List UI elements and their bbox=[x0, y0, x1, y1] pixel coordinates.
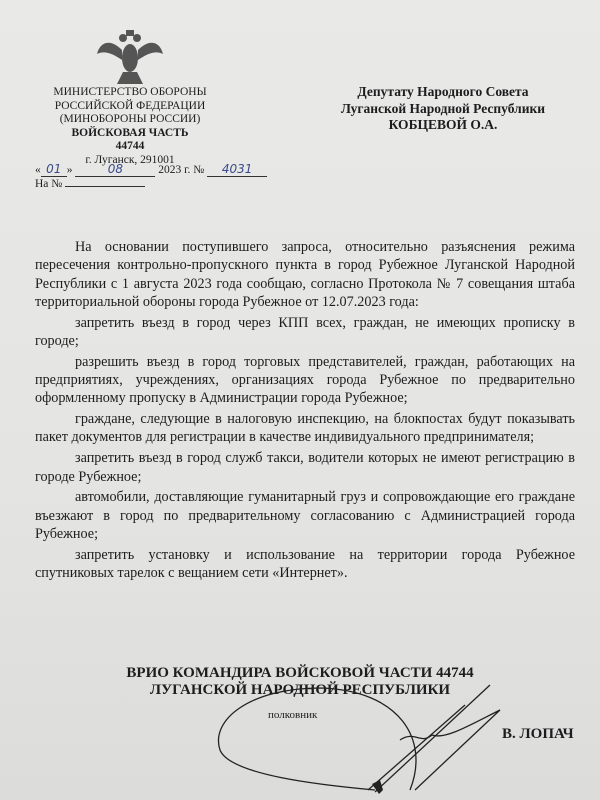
address: г. Луганск, 291001 bbox=[85, 153, 175, 166]
document-number: 4031 bbox=[207, 162, 267, 177]
signature-title-line: ВРИО КОМАНДИРА ВОЙСКОВОЙ ЧАСТИ 44744 bbox=[126, 665, 474, 681]
addressee-line: Депутату Народного Совета bbox=[357, 84, 529, 99]
body-paragraph: На основании поступившего запроса, относительно разъяснения режима пересечения контрольно-пропускного пункта в город Рубежное Луганской Народной Республики с 1 августа 2023 года сообщаю, согласно Протокола № 7 совещания штаба территориальной обороны города Рубежное от 12.07.2023 года: bbox=[35, 239, 575, 310]
ministry-line: (МИНОБОРОНЫ РОССИИ) bbox=[59, 113, 201, 125]
ministry-line: РОССИЙСКОЙ ФЕДЕРАЦИИ bbox=[54, 99, 206, 112]
addressee-name: КОБЦЕВОЙ О.А. bbox=[388, 117, 498, 132]
body-paragraph: граждане, следующие в налоговую инспекцию, на блокпостах будут показывать пакет документов для регистрации в качестве индивидуального предпринимателя; bbox=[35, 411, 575, 446]
double-headed-eagle-emblem-icon bbox=[95, 28, 165, 86]
reference-blank bbox=[65, 176, 145, 187]
addressee-header bbox=[318, 84, 568, 134]
reference-line bbox=[35, 176, 145, 190]
date-line: « 01 » 08 2023 г. № 4031 bbox=[35, 162, 267, 177]
handwritten-signature-icon bbox=[200, 680, 530, 800]
signer-rank: полковник bbox=[268, 709, 318, 721]
unit-title: ВОЙСКОВАЯ ЧАСТЬ bbox=[71, 126, 189, 139]
signer-name: В. ЛОПАЧ bbox=[502, 726, 574, 742]
date-year: 2023 г. № bbox=[158, 164, 205, 176]
addressee-line: Луганской Народной Республики bbox=[340, 100, 546, 116]
date-day: 01 bbox=[41, 162, 67, 177]
ministry-line: МИНИСТЕРСТВО ОБОРОНЫ bbox=[53, 86, 207, 98]
signature-title-line: ЛУГАНСКОЙ НАРОДНОЙ РЕСПУБЛИКИ bbox=[149, 682, 451, 698]
date-month: 08 bbox=[75, 162, 155, 177]
unit-number: 44744 bbox=[115, 140, 145, 152]
body-paragraph: запретить установку и использование на территории города Рубежное спутниковых тарелок с вещанием сети «Интернет». bbox=[35, 546, 575, 582]
body-paragraph: запретить въезд в город через КПП всех, граждан, не имеющих прописку в городе; bbox=[35, 314, 575, 349]
body-paragraph: запретить въезд в город служб такси, водители которых не имеют регистрацию в городе Рубежное; bbox=[35, 450, 575, 485]
body-paragraph: разрешить въезд в город торговых представителей, граждан, работающих на предприятиях, учреждениях, организациях города Рубежное по предварительно оформленному пропуску в Администрации города Рубежное; bbox=[35, 353, 575, 407]
letter-body bbox=[35, 238, 575, 585]
body-paragraph: автомобили, доставляющие гуманитарный груз и сопровождающие его граждане въезжают в город по предварительному согласованию с Администрацией города Рубежное; bbox=[35, 489, 575, 542]
reference-label: На № bbox=[35, 178, 63, 190]
sender-header bbox=[30, 86, 230, 167]
